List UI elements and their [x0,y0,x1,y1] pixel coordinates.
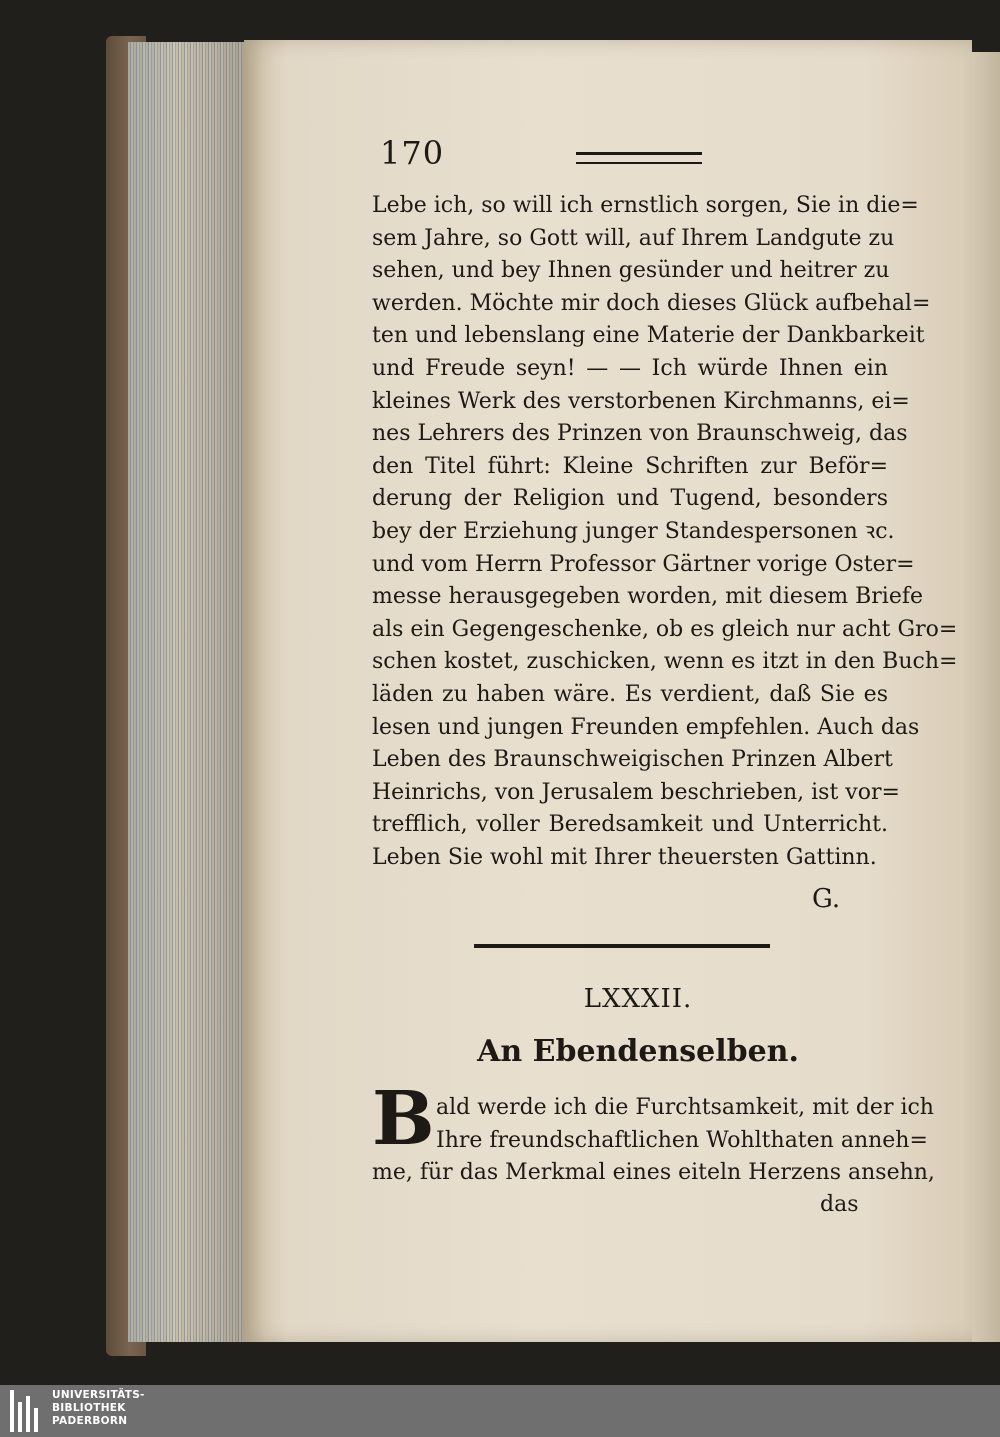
text-line: derung der Religion und Tugend, besonders [372,486,888,512]
text-line: ald werde ich die Furchtsamkeit, mit der ich [436,1095,934,1120]
library-name-line: UNIVERSITÄTS- [52,1389,145,1401]
signature: G. [812,884,841,914]
library-name-line: PADERBORN [52,1415,128,1427]
text-line: Ihre freundschaftlichen Wohlthaten anneh= [436,1127,928,1153]
page-header [380,134,900,174]
library-name [52,1389,145,1428]
text-line: Heinrichs, von Jerusalem beschrieben, ist vor= [372,779,900,805]
text-line: sem Jahre, so Gott will, auf Ihrem Landgute zu [372,225,895,251]
text-line: schen kostet, zuschicken, wenn es itzt in den Buch= [372,649,958,675]
text-line: me, für das Merkmal eines eiteln Herzens ansehn, [372,1160,935,1186]
text-line: und vom Herrn Professor Gärtner vorige Oster= [372,551,915,577]
letter-body [372,190,958,874]
section-divider [474,944,770,948]
catchword: das [820,1192,859,1217]
page-number: 170 [380,134,445,172]
text-line: als ein Gegengeschenke, ob es gleich nur acht Gro= [372,616,958,642]
text-line: den Titel führt: Kleine Schriften zur Beför= [372,453,888,479]
section-title: An Ebendenselben. [477,1034,799,1069]
text-line: und Freude seyn! — — Ich würde Ihnen ein [372,355,888,381]
text-line: nes Lehrers des Prinzen von Braunschweig, das [372,421,908,447]
text-line: bey der Erziehung junger Standespersonen ꝛc. [372,518,895,544]
section-number: LXXXII. [583,984,693,1014]
footer-bar [0,1385,1000,1437]
text-line: ten und lebenslang eine Materie der Dankbarkeit [372,323,925,349]
text-line: lesen und jungen Freunden empfehlen. Auch das [372,714,920,740]
letter-opening [372,1092,935,1190]
text-line: Leben des Braunschweigischen Prinzen Albert [372,747,893,773]
library-name-line: BIBLIOTHEK [52,1402,126,1414]
library-logo-icon [10,1390,44,1432]
page-edges [128,42,248,1342]
drop-cap: B [372,1076,435,1162]
text-line: kleines Werk des verstorbenen Kirchmanns, ei= [372,388,910,414]
text-line: Leben Sie wohl mit Ihrer theuersten Gattinn. [372,844,877,870]
facing-page-edge [968,52,1000,1342]
text-line: sehen, und bey Ihnen gesünder und heitrer zu [372,258,890,284]
text-line: messe herausgegeben worden, mit diesem Briefe [372,584,924,610]
text-line: Lebe ich, so will ich ernstlich sorgen, Sie in die= [372,193,919,218]
header-rule [576,152,702,164]
text-line: trefflich, voller Beredsamkeit und Unterricht. [372,812,888,838]
text-line: werden. Möchte mir doch dieses Glück aufbehal= [372,290,931,316]
text-line: läden zu haben wäre. Es verdient, daß Sie es [372,681,888,707]
